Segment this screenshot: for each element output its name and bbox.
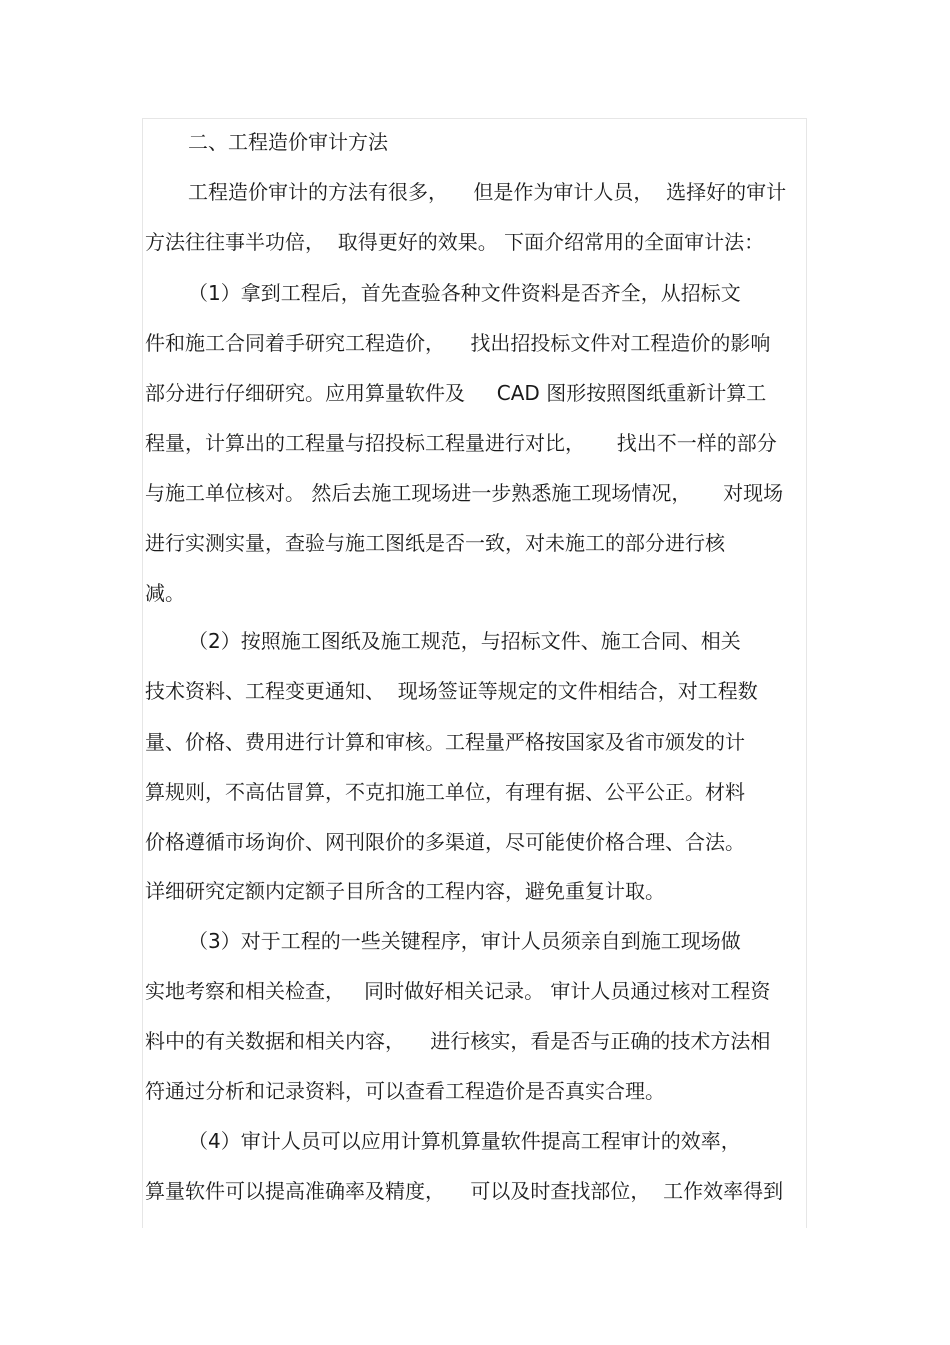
section-heading: 二、工程造价审计方法	[188, 130, 388, 154]
text-line: 与施工单位核对。 然后去施工现场进一步熟悉施工现场情况， 对现场	[145, 481, 784, 505]
text-line: 程量，计算出的工程量与招投标工程量进行对比， 找出不一样的部分	[145, 431, 777, 455]
text-line: 减。	[145, 581, 185, 605]
text-line: 工程造价审计的方法有很多， 但是作为审计人员， 选择好的审计	[188, 180, 787, 204]
text-line: 技术资料、工程变更通知、 现场签证等规定的文件相结合，对工程数	[145, 679, 758, 703]
text-line: 算规则，不高估冒算，不克扣施工单位，有理有据、公平公正。材料	[145, 780, 745, 804]
text-line: 详细研究定额内定额子目所含的工程内容，避免重复计取。	[145, 879, 665, 903]
text-line: 进行实测实量，查验与施工图纸是否一致，对未施工的部分进行核	[145, 531, 725, 555]
text-line: 量、价格、费用进行计算和审核。工程量严格按国家及省市颁发的计	[145, 730, 745, 754]
text-line: 料中的有关数据和相关内容， 进行核实，看是否与正确的技术方法相	[145, 1029, 771, 1053]
text-line: 件和施工合同着手研究工程造价， 找出招投标文件对工程造价的影响	[145, 331, 771, 355]
text-line: 价格遵循市场询价、网刊限价的多渠道，尽可能使价格合理、合法。	[145, 830, 745, 854]
text-line: 实地考察和相关检查， 同时做好相关记录。 审计人员通过核对工程资	[145, 979, 771, 1003]
text-line: 方法往往事半功倍， 取得更好的效果。 下面介绍常用的全面审计法：	[145, 230, 765, 254]
text-line: （4）审计人员可以应用计算机算量软件提高工程审计的效率，	[188, 1129, 741, 1153]
text-line: （3）对于工程的一些关键程序，审计人员须亲自到施工现场做	[188, 929, 741, 953]
text-line: 算量软件可以提高准确率及精度， 可以及时查找部位， 工作效率得到	[145, 1179, 784, 1203]
text-line: 符通过分析和记录资料，可以查看工程造价是否真实合理。	[145, 1079, 665, 1103]
text-line: （2）按照施工图纸及施工规范，与招标文件、施工合同、相关	[188, 629, 741, 653]
text-line: 部分进行仔细研究。应用算量软件及 CAD 图形按照图纸重新计算工	[145, 381, 767, 405]
text-line: （1）拿到工程后，首先查验各种文件资料是否齐全，从招标文	[188, 281, 741, 305]
